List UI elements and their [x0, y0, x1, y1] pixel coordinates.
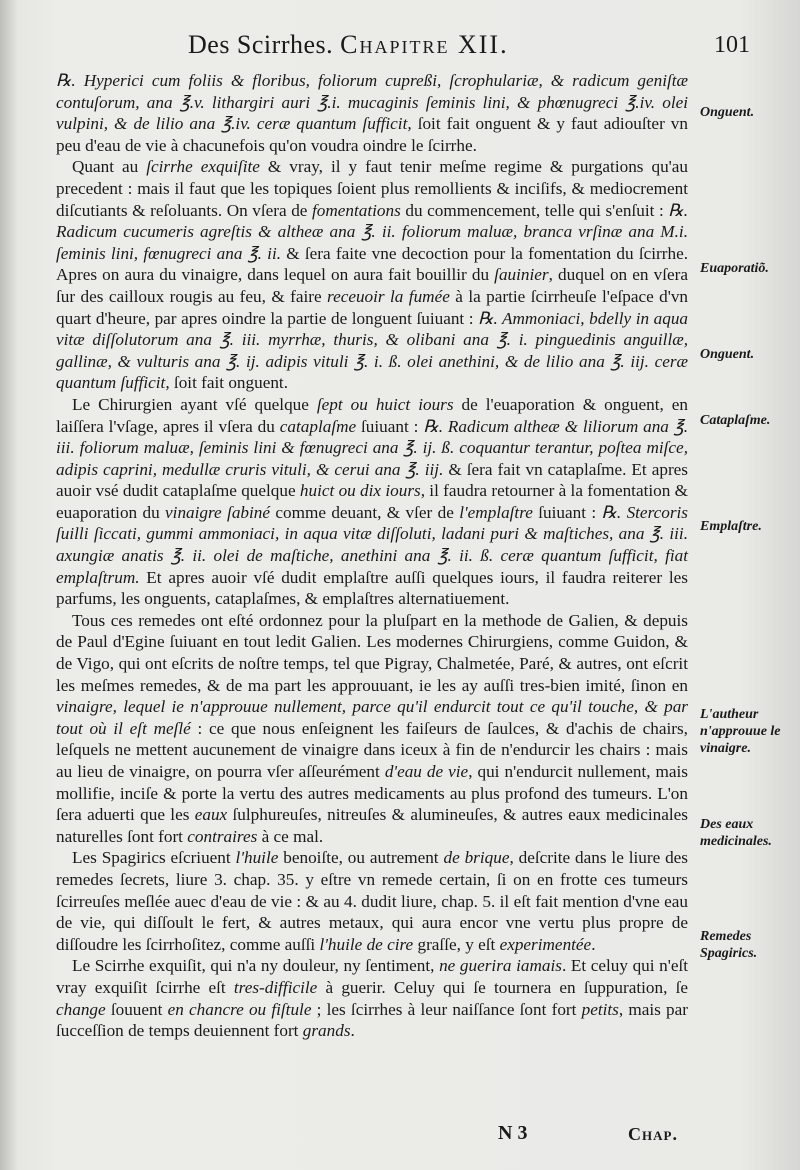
- margin-note-emplastre: Emplaſtre.: [700, 519, 762, 534]
- italic-text: contraires: [187, 826, 258, 846]
- paragraph: [56, 394, 688, 610]
- margin-note-eaux-medicinales: Des eaux medicinales.: [700, 817, 772, 849]
- italic-text: en chancre ou fiſtule: [167, 999, 312, 1019]
- italic-text: ſauinier: [494, 265, 549, 285]
- text-run: de l'euaporation & onguent, en laiſſera l'vſage, apres il vſera du: [56, 394, 689, 436]
- italic-text: l'huile: [235, 848, 279, 868]
- text-run: à la partie ſcirrheuſe l'eſpace d'vn quart d'heure, par apres oindre la partie de longuent ſuiuant :: [56, 286, 689, 328]
- catchword: Chap.: [628, 1124, 678, 1144]
- italic-text: ℞. Hyperici cum foliis & floribus, foliorum cupreßi, ſcrophulariæ, & radicum geniſtæ contuſorum, ana ℥.v. lithargiri auri ℥.i. mucaginis ſeminis lini, & phœnugreci ℥.iv. olei vulpini, & de lilio ana ℥.iv. ceræ quantum ſufficit,: [56, 71, 688, 134]
- margin-note-euaporation: Euaporatiõ.: [700, 261, 769, 276]
- text-run: Le Chirurgien ayant vſé quelque: [72, 394, 317, 414]
- italic-text: experimentée: [499, 934, 592, 954]
- text-run: . Et celuy qui n'eſt vray exquiſit ſcirrhe eſt: [56, 956, 689, 997]
- italic-text: de brique: [443, 848, 510, 868]
- text-run: : ce que nous enſeignent les faiſeurs de ſaulces, & d'achis de chairs, leſquels ne mettent aucunement de vinaigre dans iceux à fin de n'endurcir les chairs : mais au lieu de vinaigre, on pourra vſer aſſeurément: [56, 718, 688, 781]
- text-run: à ce mal.: [257, 826, 324, 846]
- margin-note-cataplasme: Cataplaſme.: [700, 413, 771, 428]
- text-run: .: [591, 934, 596, 954]
- text-run: graſſe, y eſt: [413, 934, 500, 954]
- page-header: [60, 30, 750, 66]
- margin-note-onguent-2: Onguent.: [700, 347, 755, 362]
- text-run: ſouuent: [105, 999, 168, 1019]
- text-run: comme deuant, & vſer de: [270, 502, 460, 522]
- text-run: .: [350, 1021, 355, 1041]
- paragraph: [56, 610, 688, 848]
- italic-text: grands: [302, 1021, 351, 1041]
- text-run: Les Spagirics eſcriuent: [72, 848, 236, 868]
- text-run: du commencement, telle qui s'enſuit :: [400, 200, 669, 220]
- italic-text: d'eau de vie: [384, 762, 469, 781]
- text-run: & ſera faite vne decoction pour la fomentation du ſcirrhe. Apres on aura du vinaigre, dans lequel on aura fait bouillir du: [56, 243, 689, 285]
- signature-mark: N 3: [498, 1122, 528, 1144]
- margin-note-autheur-vinaigre: L'autheur n'approuue le vinaigre.: [700, 707, 781, 756]
- margin-note-onguent-1: Onguent.: [700, 105, 755, 120]
- margin-note-remedes-spagirics: Remedes Spagirics.: [700, 929, 758, 961]
- italic-text: eaux: [194, 805, 228, 825]
- italic-text: huict ou dix iours: [299, 481, 421, 501]
- text-run: à guerir. Celuy qui ſe tournera en ſuppuration, ſe: [317, 977, 688, 997]
- italic-text: cataplaſme: [279, 416, 357, 436]
- text-run: , duquel on en vſera ſur des cailloux rougis au feu, & faire: [56, 265, 688, 306]
- italic-text: tres-difficile: [233, 977, 318, 997]
- text-run: , il faudra retourner à la fomentation & euaporation du: [56, 481, 688, 522]
- text-run: , deſcrite dans le liure des remedes ſecrets, liure 3. chap. 35. y eſtre vn remede certain, ſi on en frotte ces tumeurs ſcirreuſes meſlée auec d'eau de vie : & au 4. dudit liure, chap. 5. il eſt fait mention d'vne eau de vie, qui diſſoult le fert, & autres metaux, qui aura encor vne vertu plus propre de diſſoudre les ſcirrhoſitez, comme auſſi: [56, 848, 688, 954]
- italic-text: petits: [581, 999, 619, 1019]
- italic-text: fomentations: [312, 200, 401, 220]
- text-run: & vray, il y faut tenir meſme regime & purgations qu'au precedent : mais il faut que les topiques ſoient plus remollients & inciſifs, & mediocrement diſcutiants & reſoluants. On vſera de: [56, 157, 688, 220]
- italic-text: ſept ou huict iours: [316, 394, 454, 414]
- italic-text: l'huile de cire: [319, 934, 414, 954]
- text-run: & ſera fait vn cataplaſme. Et apres auoir vsé dudit cataplaſme quelque: [56, 459, 688, 501]
- text-run: , mais par ſucceſſion de temps deuiennent fort: [56, 999, 688, 1041]
- text-run: ſoit fait onguent.: [169, 373, 289, 393]
- text-run: Et apres auoir vſé dudit emplaſtre auſſi quelques iours, il faudra reiterer les parfums, les onguents, cataplaſmes, & emplaſtres alternatiuement.: [56, 567, 688, 609]
- text-run: ſuiuant :: [532, 502, 602, 522]
- text-run: ; les ſcirrhes à leur naiſſance ſont fort: [311, 999, 582, 1019]
- italic-text: l'emplaſtre: [459, 502, 533, 522]
- text-run: ſulphureuſes, nitreuſes & alumineuſes, & autres eaux medicinales naturelles ſont fort: [56, 805, 688, 846]
- italic-text: receuoir la fumée: [327, 286, 450, 306]
- paragraph: [56, 70, 688, 156]
- paragraph: [56, 955, 688, 1041]
- italic-text: vinaigre, lequel ie n'approuue nullement, parce qu'il endurcit tout ce qu'il touche, & par tout où il eſt meſlé: [56, 697, 688, 738]
- italic-text: vinaigre ſabiné: [165, 502, 271, 522]
- text-run: Tous ces remedes ont eſté ordonnez pour la pluſpart en la methode de Galien, & depuis de Paul d'Egine ſuiuant en tout ledit Galien. Les modernes Chirurgiens, comme Guidon, & de Vigo, qui ont eſcrits de noſtre temps, tel que Pigray, Chalmetée, Paré, & autres, ont eſcrit les meſmes remedes, & de ma part les approuuant, ie les ay auſſi tres-bien imité, ſinon en: [56, 610, 688, 695]
- italic-text: ℞. Stercoris ſuilli ſiccati, gummi ammoniaci, in aqua vitæ diſſoluti, ladani puri & maſtiches, ana ℥. iii. axungiæ anatis ℥. ii. olei de maſtiche, anethini ana ℥. ii. ß. ceræ quantum ſufficit, fiat emplaſtrum.: [56, 502, 688, 587]
- italic-text: ℞. Radicum altheæ & liliorum ana ℥. iii. foliorum maluæ, ſeminis lini & fœnugreci ana ℥. ij. ß. coquantur terantur, poſtea miſce, adipis caprini, medullæ cruris vituli, & cerui ana ℥. iij.: [56, 416, 689, 479]
- text-run: , qui n'endurcit nullement, mais mollifie, inciſe & porte la vertu des autres medicaments au plus profond des tumeurs. L'on ſera aduerti que les: [56, 762, 688, 825]
- italic-text: ne guerira iamais: [439, 956, 562, 976]
- text-run: Le Scirrhe exquiſit, qui n'a ny douleur, ny ſentiment,: [72, 956, 440, 976]
- body-text: [56, 70, 688, 1042]
- paragraph: [56, 847, 688, 955]
- text-run: Quant au: [72, 157, 147, 177]
- page-number: 101: [714, 32, 750, 58]
- italic-text: ſcirrhe exquiſite: [146, 157, 260, 177]
- italic-text: ℞. Radicum cucumeris agreſtis & altheæ ana ℥. ii. foliorum maluæ, branca vrſinæ ana M.i. ſeminis lini, fœnugreci ana ℥. ii.: [56, 200, 688, 263]
- italic-text: ℞. Ammoniaci, bdelly in aqua vitæ diſſolutorum ana ℥. iii. myrrhæ, thuris, & olibani ana ℥. i. pinguedinis anguillæ, gallinæ, & vulturis ana ℥. ij. adipis vituli ℥. i. ß. olei anethini, & de lilio ana ℥. iij. ceræ quantum ſufficit,: [56, 308, 689, 393]
- text-run: ſuiuant :: [356, 416, 424, 436]
- running-title-section: Des Scirrhes.: [188, 30, 334, 59]
- text-run: ſoit fait onguent & y faut adiouſter vn peu d'eau de vie à chacunefois qu'on voudra oindre le ſcirrhe.: [56, 114, 688, 155]
- italic-text: change: [56, 999, 106, 1019]
- paragraph: [56, 156, 688, 394]
- running-title: [188, 30, 509, 60]
- running-title-chapter: Chapitre XII.: [340, 30, 509, 59]
- text-run: benoiſte, ou autrement: [278, 848, 444, 868]
